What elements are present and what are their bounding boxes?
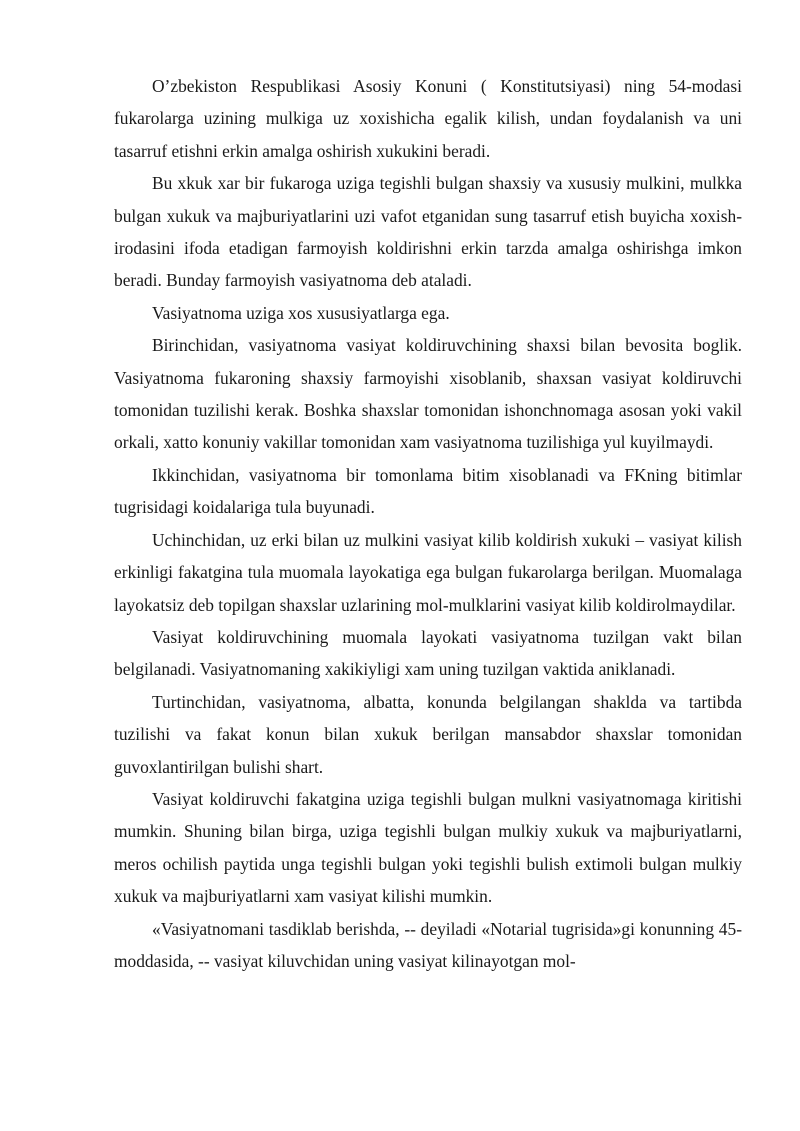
paragraph-first-feature: Birinchidan, vasiyatnoma vasiyat koldiruvchining shaxsi bilan bevosita boglik. Vasiyatnoma fukaroning shaxsiy farmoyishi xisoblanib, shaxsan vasiyat koldiruvchi tomonidan tuzilishi kerak. Boshka shaxslar tomonidan ishonchnomaga asosan yoki vakil orkali, xatto konuniy vakillar tomonidan xam vasiyatnoma tuzilishiga yul kuyilmaydi. (114, 335, 742, 453)
paragraph-property-scope: Vasiyat koldiruvchi fakatgina uziga tegishli bulgan mulkni vasiyatnomaga kiritishi mumkin. Shuning bilan birga, uziga tegishli bulgan mulkiy xukuk va majburiyatlarni, meros ochilish paytida unga tegishli bulgan yoki tegishli bulish extimoli bulgan mulkiy xukuk va majburiyatlarni xam vasiyat kilishi mumkin. (114, 788, 742, 907)
paragraph-legal-capacity: Vasiyat koldiruvchining muomala layokati vasiyatnoma tuzilgan vakt bilan belgilanadi. Vasiyatnomaning xakikiyligi xam uning tuzilgan vaktida aniklanadi. (114, 626, 742, 680)
paragraph-second-feature: Ikkinchidan, vasiyatnoma bir tomonlama bitim xisoblanadi va FKning bitimlar tugrisidagi koidalariga tula buyunadi. (114, 464, 742, 518)
paragraph-notarial-law-quote: «Vasiyatnomani tasdiklab berishda, -- deyiladi «Notarial tugrisida»gi konunning 45-moddasida, -- vasiyat kiluvchidan uning vasiyat kilinayotgan mol- (114, 918, 742, 971)
paragraph-fourth-feature: Turtinchidan, vasiyatnoma, albatta, konunda belgilangan shaklda va tartibda tuzilishi va fakat konun bilan xukuk berilgan mansabdor shaxslar tomonidan guvoxlantirilgan bulishi shart. (114, 691, 742, 777)
paragraph-third-feature: Uchinchidan, uz erki bilan uz mulkini vasiyat kilib koldirish xukuki – vasiyat kilish erkinligi fakatgina tula muomala layokatiga ega bulgan fukarolarga berilgan. Muomalaga layokatsiz deb topilgan shaxslar uzlarining mol-mulklarini vasiyat kilib koldirolmaydilar. (114, 529, 742, 615)
paragraph-will-features-intro: Vasiyatnoma uziga xos xususiyatlarga ega. (152, 302, 450, 323)
document-body (114, 70, 742, 977)
paragraph-right-to-bequeath: Bu xkuk xar bir fukaroga uziga tegishli bulgan shaxsiy va xususiy mulkini, mulkka bulgan xukuk va majburiyatlarini uzi vafot etganidan sung tasarruf etish buyicha xoxish-irodasini ifoda etadigan farmoyish koldirishni erkin tarzda amalga oshirishga imkon beradi. Bunday farmoyish vasiyatnoma deb ataladi. (114, 173, 742, 291)
paragraph-constitution-article-54: O’zbekiston Respublikasi Asosiy Konuni ( Konstitutsiyasi) ning 54-modasi fukarolarga uzining mulkiga uz xoxishicha egalik kilish, undan foydalanish va uni tasarruf etishni erkin amalga oshirish xukukini beradi. (114, 76, 742, 161)
